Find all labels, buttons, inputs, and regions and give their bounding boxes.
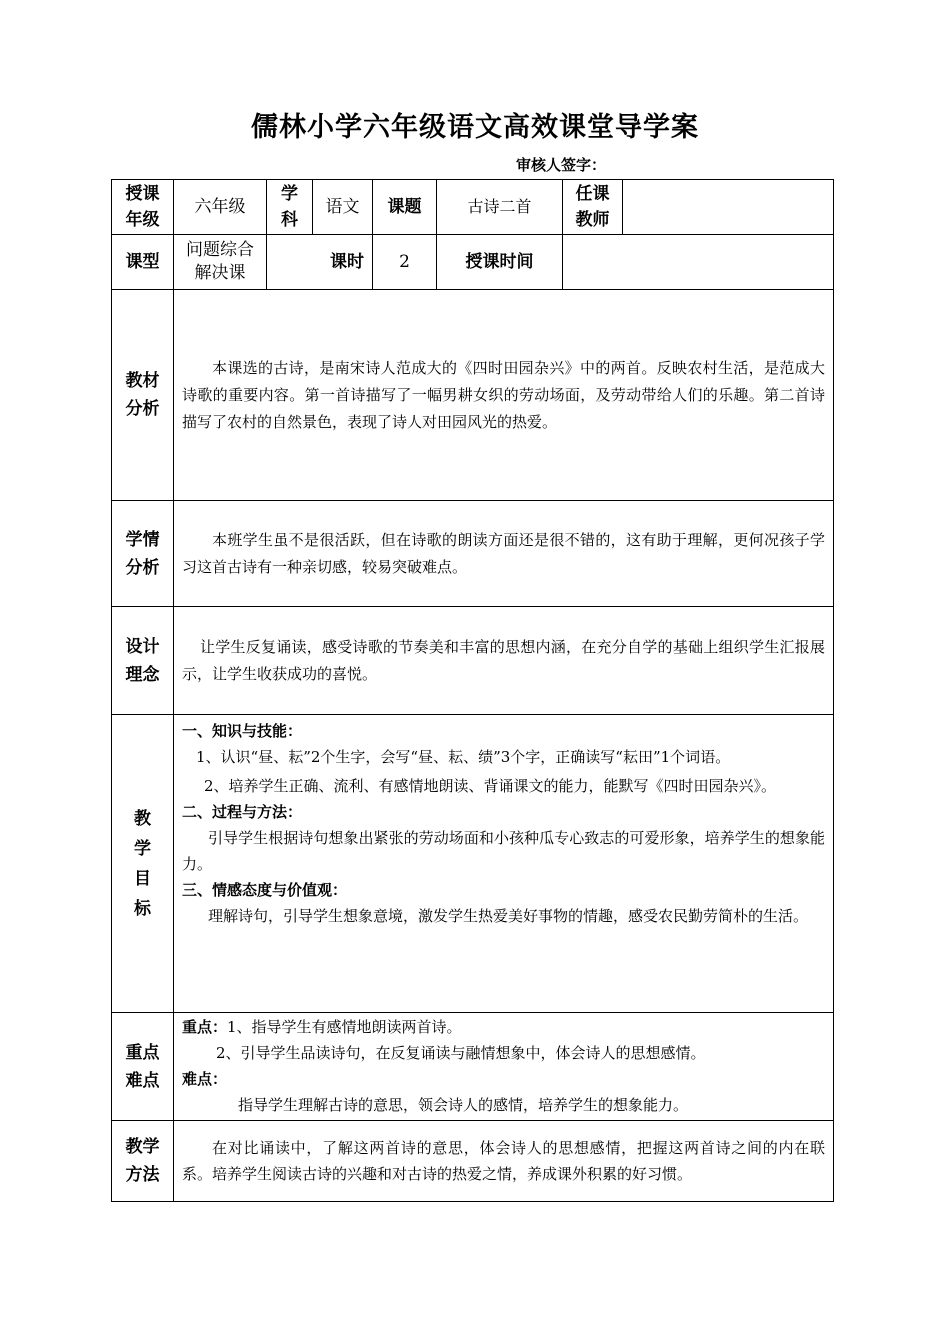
design-text: 让学生反复诵读，感受诗歌的节奏美和丰富的思想内涵，在充分自学的基础上组织学生汇报展示，让学生收获成功的喜悦。: [182, 637, 825, 683]
design-cell: [174, 607, 834, 715]
difficulty-label: 难点：: [182, 1070, 228, 1088]
hours-label-text: 课时: [330, 252, 364, 272]
hours-label: [267, 235, 373, 290]
keypoints-label: 重点难点: [112, 1013, 174, 1121]
table-row-design: [112, 607, 834, 715]
keypoints-cell: [174, 1013, 834, 1121]
goals-heading-knowledge: 一、知识与技能：: [182, 722, 303, 740]
goals-item-3: 引导学生根据诗句想象出紧张的劳动场面和小孩种瓜专心致志的可爱形象，培养学生的想象能力。: [182, 829, 825, 873]
type-label: 课型: [112, 235, 174, 290]
goals-item-2: 2、培养学生正确、流利、有感情地朗读、背诵课文的能力，能默写《四时田园杂兴》。: [204, 777, 777, 795]
table-row-grade: [112, 180, 834, 235]
topic-value: 古诗二首: [437, 180, 563, 235]
teacher-value: [623, 180, 834, 235]
grade-value: 六年级: [174, 180, 267, 235]
goals-heading-process: 二、过程与方法：: [182, 803, 303, 821]
table-row-material: [112, 290, 834, 501]
design-label: 设计理念: [112, 607, 174, 715]
grade-label: 授课年级: [112, 180, 174, 235]
students-text: 本班学生虽不是很活跃，但在诗歌的朗读方面还是很不错的，这有助于理解，更何况孩子学习这首古诗有一种亲切感，较易突破难点。: [182, 530, 825, 576]
table-row-type: [112, 235, 834, 290]
key-label: 重点：: [182, 1018, 228, 1036]
students-label: 学情分析: [112, 501, 174, 607]
method-cell: [174, 1121, 834, 1202]
table-row-goals: [112, 715, 834, 1013]
material-cell: [174, 290, 834, 501]
key-item-2: 2、引导学生品读诗句，在反复诵读与融情想象中，体会诗人的思想感情。: [216, 1044, 706, 1062]
method-label: 教学方法: [112, 1121, 174, 1202]
topic-label: 课题: [373, 180, 437, 235]
reviewer-signature-label: 审核人签字：: [516, 156, 607, 174]
goals-cell: [174, 715, 834, 1013]
goals-heading-attitude: 三、情感态度与价值观：: [182, 881, 348, 899]
type-value: 问题综合解决课: [174, 235, 267, 290]
lesson-plan-table: [111, 179, 834, 1202]
table-row-keypoints: [112, 1013, 834, 1121]
subject-value: 语文: [313, 180, 373, 235]
goals-item-1: 1、认识“昼、耘”2个生字，会写“昼、耘、绩”3个字，正确读写“耘田”1个词语。: [196, 748, 731, 766]
page-title: 儒林小学六年级语文高效课堂导学案: [251, 112, 699, 143]
table-row-method: [112, 1121, 834, 1202]
time-value: [563, 235, 834, 290]
goals-label: 教学目标: [112, 715, 174, 1013]
key-item-1: 1、指导学生有感情地朗读两首诗。: [227, 1018, 462, 1036]
goals-item-4: 理解诗句，引导学生想象意境，激发学生热爱美好事物的情趣，感受农民勤劳简朴的生活。: [208, 907, 809, 925]
teacher-label: 任课教师: [563, 180, 623, 235]
hours-value: 2: [373, 235, 437, 290]
time-label: 授课时间: [437, 235, 563, 290]
key-line-1: [182, 1014, 825, 1040]
difficulty-item-1: 指导学生理解古诗的意思，领会诗人的感情，培养学生的想象能力。: [238, 1096, 689, 1114]
material-text: 本课选的古诗，是南宋诗人范成大的《四时田园杂兴》中的两首。反映农村生活，是范成大诗歌的重要内容。第一首诗描写了一幅男耕女织的劳动场面，及劳动带给人们的乐趣。第二首诗描写了农村的自然景色，表现了诗人对田园风光的热爱。: [182, 358, 825, 431]
method-text: 在对比诵读中，了解这两首诗的意思，体会诗人的思想感情，把握这两首诗之间的内在联系。培养学生阅读古诗的兴趣和对古诗的热爱之情，养成课外积累的好习惯。: [182, 1139, 825, 1183]
table-row-students: [112, 501, 834, 607]
subject-label: 学科: [267, 180, 313, 235]
material-label: 教材分析: [112, 290, 174, 501]
students-cell: [174, 501, 834, 607]
